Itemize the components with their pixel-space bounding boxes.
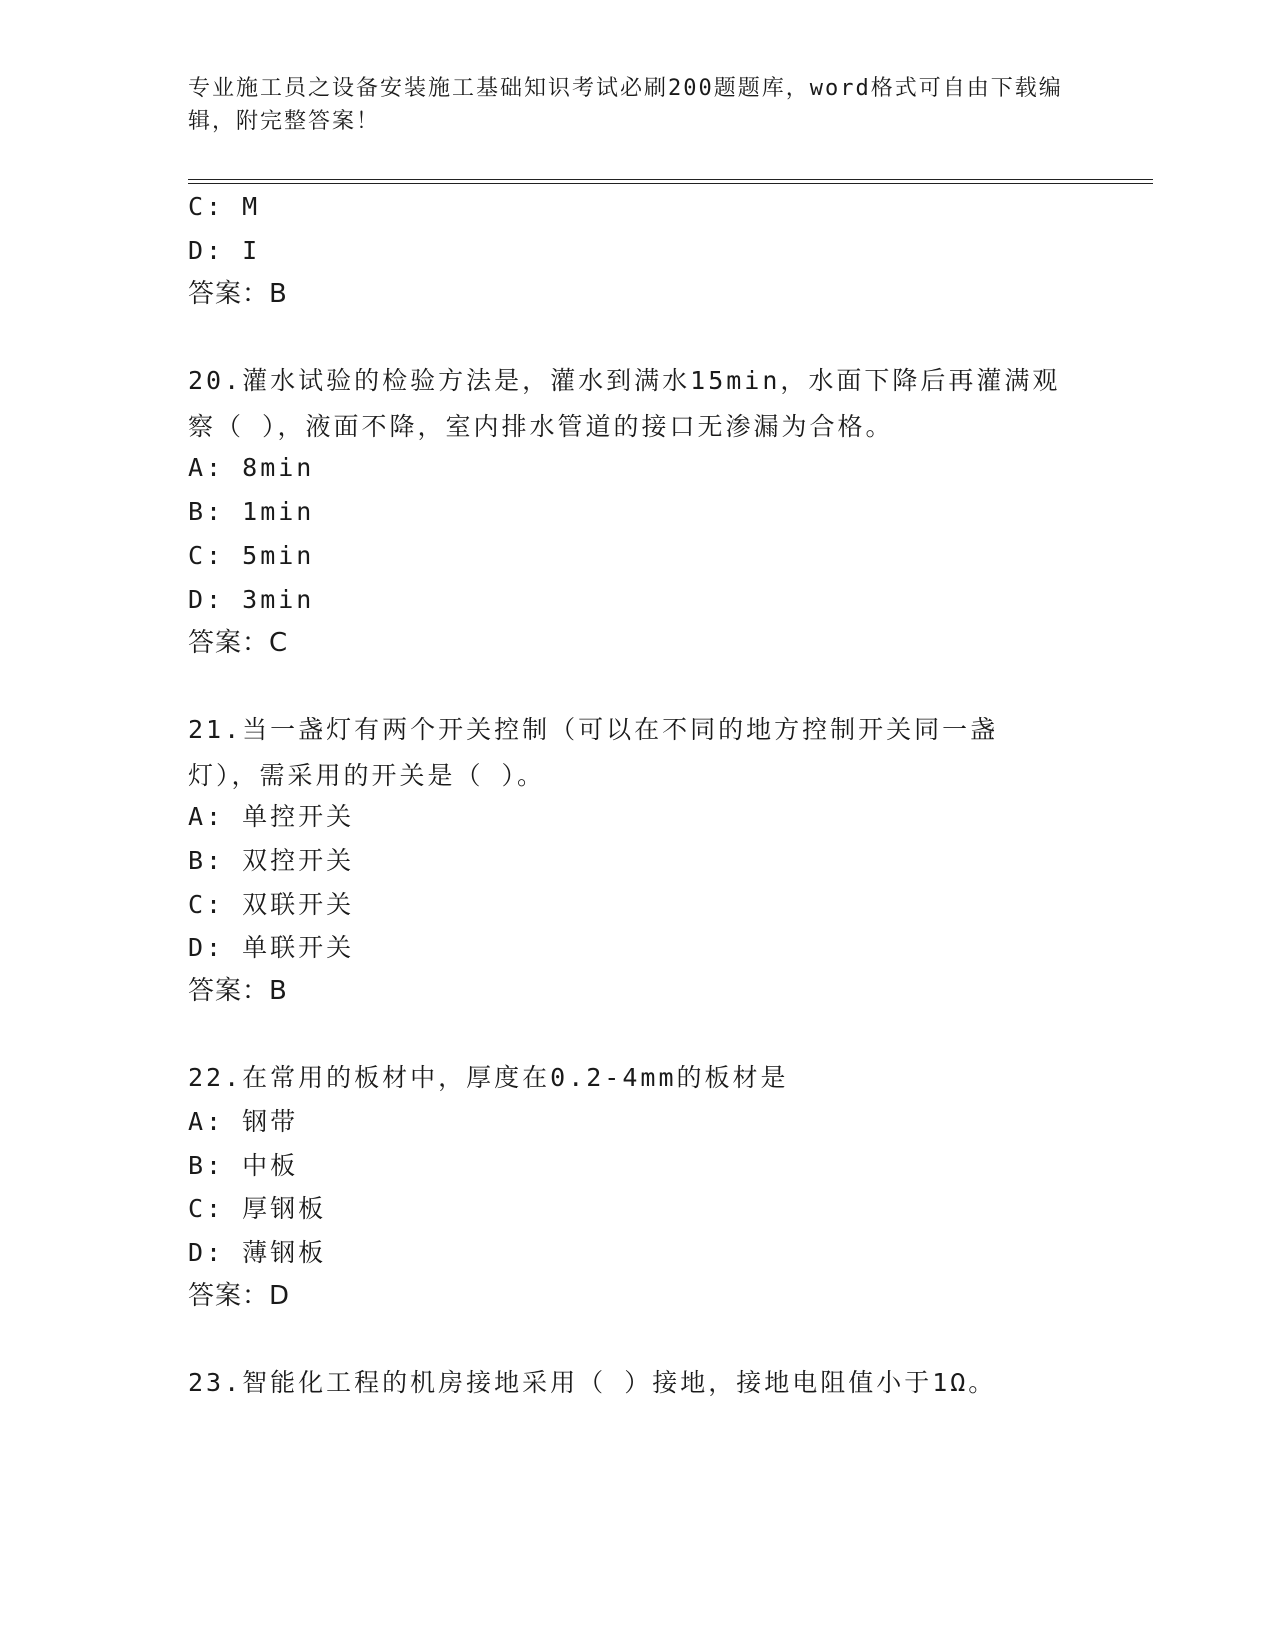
page-header: 专业施工员之设备安装施工基础知识考试必刷200题题库，word格式可自由下载编辑，附完整答案！ (188, 76, 1063, 134)
question-22-stem: 22.在常用的板材中，厚度在0.2-4mm的板材是 (188, 1063, 789, 1092)
answer: 答案：D (188, 1281, 291, 1311)
option-d: D: I (188, 236, 261, 265)
answer: 答案：C (188, 628, 289, 658)
option-d: D: 单联开关 (188, 933, 355, 962)
header-divider-bottom (188, 183, 1153, 184)
option-a: A: 钢带 (188, 1107, 299, 1136)
option-b: B: 双控开关 (188, 846, 355, 875)
option-d: D: 薄钢板 (188, 1238, 327, 1267)
answer: 答案：B (188, 279, 288, 309)
option-c: C: 双联开关 (188, 890, 355, 919)
option-b: B: 1min (188, 497, 315, 526)
answer: 答案：B (188, 976, 288, 1006)
question-20-stem: 20.灌水试验的检验方法是，灌水到满水15min，水面下降后再灌满观察（ ），液面不降，室内排水管道的接口无渗漏为合格。 (188, 366, 1061, 441)
option-c: C: M (188, 192, 261, 221)
option-c: C: 厚钢板 (188, 1194, 327, 1223)
header-divider-top (188, 179, 1153, 180)
option-a: A: 8min (188, 453, 315, 482)
option-d: D: 3min (188, 585, 315, 614)
option-c: C: 5min (188, 541, 315, 570)
question-21-stem: 21.当一盏灯有两个开关控制（可以在不同的地方控制开关同一盏灯），需采用的开关是（ ）。 (188, 715, 999, 790)
option-a: A: 单控开关 (188, 802, 355, 831)
option-b: B: 中板 (188, 1151, 299, 1180)
question-23-stem: 23.智能化工程的机房接地采用（ ）接地，接地电阻值小于1Ω。 (188, 1368, 997, 1397)
